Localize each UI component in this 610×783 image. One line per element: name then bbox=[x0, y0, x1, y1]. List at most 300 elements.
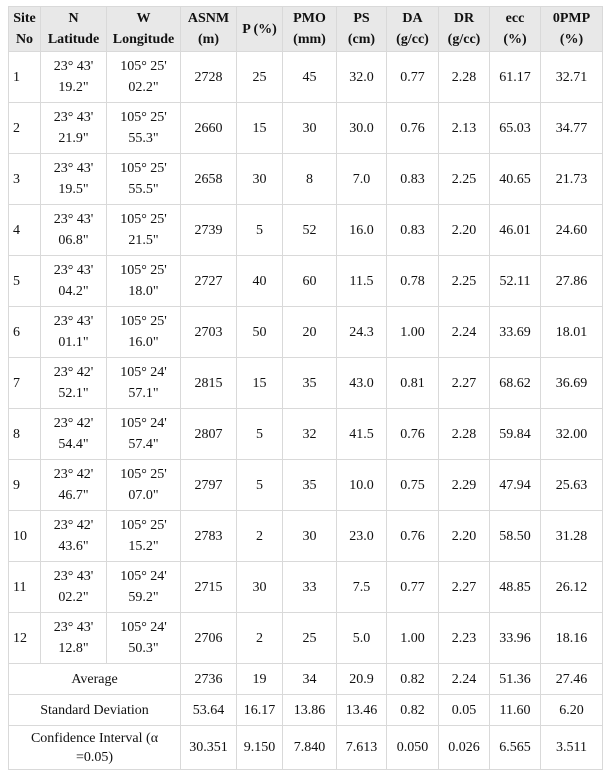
cell-ecc bbox=[490, 613, 541, 664]
cell-text: 33.69 bbox=[499, 324, 531, 340]
cell-text: 52 bbox=[302, 222, 317, 238]
cell-text: 105° 24' bbox=[120, 569, 167, 584]
cell-longitude bbox=[107, 307, 181, 358]
cell-text: 30 bbox=[302, 528, 317, 544]
cell-dr bbox=[439, 205, 490, 256]
cell-p-percent bbox=[237, 256, 283, 307]
cell-text: 2 bbox=[13, 120, 20, 136]
cell-text: 11.60 bbox=[499, 702, 531, 718]
cell-text: 54.4" bbox=[58, 437, 89, 452]
cell-opmp bbox=[541, 52, 603, 103]
cell-text: 5 bbox=[13, 273, 20, 289]
cell-ps bbox=[337, 613, 387, 664]
summary-row bbox=[9, 695, 603, 726]
cell-dr bbox=[439, 613, 490, 664]
cell-ps bbox=[337, 460, 387, 511]
cell-da bbox=[387, 613, 439, 664]
cell-text: 23° 43' bbox=[53, 569, 94, 584]
header-text: No bbox=[15, 32, 34, 47]
cell-text: 55.5" bbox=[128, 182, 159, 197]
cell-da bbox=[387, 256, 439, 307]
cell-opmp bbox=[541, 103, 603, 154]
cell-pmo bbox=[283, 205, 337, 256]
cell-text: 2.24 bbox=[451, 671, 477, 687]
cell-text: 5 bbox=[256, 426, 263, 442]
cell-text: 105° 25' bbox=[120, 314, 167, 329]
cell-asnm bbox=[181, 154, 237, 205]
cell-text: 59.84 bbox=[499, 426, 531, 442]
header-text: DA bbox=[402, 11, 423, 26]
cell-da bbox=[387, 307, 439, 358]
header-text: (g/cc) bbox=[447, 32, 481, 47]
cell-site-no bbox=[9, 52, 41, 103]
cell-dr bbox=[439, 256, 490, 307]
cell-text: 8 bbox=[13, 426, 20, 442]
cell-ps bbox=[337, 154, 387, 205]
cell-opmp bbox=[541, 613, 603, 664]
cell-text: 105° 25' bbox=[120, 518, 167, 533]
cell-text: 21.5" bbox=[128, 233, 159, 248]
cell-longitude bbox=[107, 103, 181, 154]
header-n-latitude bbox=[41, 7, 107, 52]
cell-pmo bbox=[283, 613, 337, 664]
cell-ecc bbox=[490, 205, 541, 256]
cell-opmp bbox=[541, 358, 603, 409]
cell-text: 02.2" bbox=[128, 80, 159, 95]
cell-longitude bbox=[107, 409, 181, 460]
cell-asnm bbox=[181, 256, 237, 307]
cell-text: 35 bbox=[302, 477, 317, 493]
cell-latitude bbox=[41, 52, 107, 103]
cell-text: 15 bbox=[252, 120, 267, 136]
cell-text: 2703 bbox=[194, 324, 223, 340]
cell-asnm bbox=[181, 52, 237, 103]
cell-text: 61.17 bbox=[499, 69, 531, 85]
cell-text: 20 bbox=[302, 324, 317, 340]
cell-text: 18.16 bbox=[555, 630, 588, 646]
cell-p-percent bbox=[237, 562, 283, 613]
header-asnm bbox=[181, 7, 237, 52]
cell-text: 1 bbox=[13, 69, 20, 85]
cell-pmo bbox=[283, 103, 337, 154]
cell-dr bbox=[439, 103, 490, 154]
cell-text: 4 bbox=[13, 222, 20, 238]
table-row bbox=[9, 307, 603, 358]
cell-text: 0.75 bbox=[400, 477, 425, 493]
cell-text: 2715 bbox=[194, 579, 223, 595]
cell-text: 2807 bbox=[194, 426, 223, 442]
header-ecc bbox=[490, 7, 541, 52]
cell-text: 10 bbox=[13, 528, 27, 544]
cell-text: 0.76 bbox=[400, 426, 425, 442]
cell-text: 7 bbox=[13, 375, 20, 391]
cell-latitude bbox=[41, 562, 107, 613]
header-text: 0PMP bbox=[552, 11, 591, 26]
header-text: ecc bbox=[505, 11, 525, 26]
cell-text: 105° 25' bbox=[120, 263, 167, 278]
cell-text: 2728 bbox=[194, 69, 223, 85]
cell-site-no bbox=[9, 409, 41, 460]
cell-text: 02.2" bbox=[58, 590, 89, 605]
cell-text: 16.17 bbox=[243, 702, 276, 718]
cell-longitude bbox=[107, 205, 181, 256]
cell-pmo bbox=[283, 52, 337, 103]
cell-text: 2736 bbox=[194, 671, 223, 687]
cell-text: 2.28 bbox=[451, 426, 477, 442]
cell-dr bbox=[439, 154, 490, 205]
cell-text: 25 bbox=[302, 630, 317, 646]
cell-da bbox=[387, 562, 439, 613]
cell-ecc bbox=[490, 256, 541, 307]
cell-text: 0.82 bbox=[400, 702, 425, 718]
table-row bbox=[9, 52, 603, 103]
cell-text: 26.12 bbox=[555, 579, 588, 595]
cell-text: 01.1" bbox=[58, 335, 89, 350]
cell-summary-label bbox=[9, 695, 181, 726]
cell-dr bbox=[439, 664, 490, 695]
cell-text: 32.71 bbox=[555, 69, 588, 85]
cell-p-percent bbox=[237, 726, 283, 770]
cell-p-percent bbox=[237, 664, 283, 695]
cell-text: 43.0 bbox=[349, 375, 374, 391]
cell-text: 105° 25' bbox=[120, 110, 167, 125]
cell-text: 7.0 bbox=[352, 171, 371, 187]
cell-opmp bbox=[541, 409, 603, 460]
cell-text: 105° 24' bbox=[120, 620, 167, 635]
cell-site-no bbox=[9, 154, 41, 205]
cell-text: 1.00 bbox=[400, 630, 425, 646]
cell-text: 20.9 bbox=[349, 671, 374, 687]
table-row bbox=[9, 358, 603, 409]
cell-text: 2 bbox=[256, 528, 263, 544]
cell-longitude bbox=[107, 256, 181, 307]
cell-pmo bbox=[283, 460, 337, 511]
cell-text: 6.565 bbox=[499, 740, 531, 755]
cell-asnm bbox=[181, 460, 237, 511]
header-text: (%) bbox=[503, 32, 527, 47]
cell-da bbox=[387, 154, 439, 205]
cell-text: 2.27 bbox=[451, 375, 477, 391]
cell-text: 30 bbox=[252, 579, 267, 595]
cell-text: 0.77 bbox=[400, 69, 425, 85]
cell-dr bbox=[439, 358, 490, 409]
cell-text: 2783 bbox=[194, 528, 223, 544]
cell-ecc bbox=[490, 409, 541, 460]
cell-text: 33.96 bbox=[499, 630, 531, 646]
cell-pmo bbox=[283, 726, 337, 770]
cell-ecc bbox=[490, 358, 541, 409]
cell-text: 2.25 bbox=[451, 171, 477, 187]
cell-text: 52.11 bbox=[499, 273, 531, 289]
cell-summary-label bbox=[9, 726, 181, 770]
cell-dr bbox=[439, 726, 490, 770]
cell-text: 35 bbox=[302, 375, 317, 391]
cell-text: 12.8" bbox=[58, 641, 89, 656]
cell-text: 2.27 bbox=[451, 579, 477, 595]
cell-da bbox=[387, 409, 439, 460]
cell-ps bbox=[337, 511, 387, 562]
cell-da bbox=[387, 695, 439, 726]
cell-text: 55.3" bbox=[128, 131, 159, 146]
cell-opmp bbox=[541, 460, 603, 511]
cell-text: 30.351 bbox=[189, 740, 228, 755]
table-row bbox=[9, 409, 603, 460]
soil-data-table bbox=[8, 6, 603, 770]
cell-text: 105° 25' bbox=[120, 161, 167, 176]
cell-text: 7.5 bbox=[352, 579, 371, 595]
cell-text: 13.46 bbox=[345, 702, 378, 718]
table-row bbox=[9, 613, 603, 664]
cell-text: 105° 24' bbox=[120, 416, 167, 431]
cell-text: 52.1" bbox=[58, 386, 89, 401]
cell-text: 23° 43' bbox=[53, 212, 94, 227]
cell-longitude bbox=[107, 52, 181, 103]
cell-opmp bbox=[541, 511, 603, 562]
cell-text: 2.29 bbox=[451, 477, 477, 493]
cell-pmo bbox=[283, 562, 337, 613]
cell-text: 2658 bbox=[194, 171, 223, 187]
cell-text: 3.511 bbox=[556, 740, 587, 755]
cell-ecc bbox=[490, 695, 541, 726]
cell-ecc bbox=[490, 52, 541, 103]
cell-longitude bbox=[107, 154, 181, 205]
cell-da bbox=[387, 460, 439, 511]
header-text: (%) bbox=[559, 32, 584, 47]
cell-text: 58.50 bbox=[499, 528, 531, 544]
cell-dr bbox=[439, 460, 490, 511]
cell-text: 23° 42' bbox=[53, 518, 94, 533]
cell-text: 57.1" bbox=[128, 386, 159, 401]
cell-dr bbox=[439, 511, 490, 562]
cell-pmo bbox=[283, 664, 337, 695]
cell-text: 23° 42' bbox=[53, 467, 94, 482]
cell-text: 0.77 bbox=[400, 579, 425, 595]
cell-text: 48.85 bbox=[499, 579, 531, 595]
cell-text: 12 bbox=[13, 630, 27, 646]
cell-text: 40 bbox=[252, 273, 267, 289]
cell-text: 41.5 bbox=[349, 426, 374, 442]
cell-text: 18.01 bbox=[555, 324, 588, 340]
cell-opmp bbox=[541, 726, 603, 770]
header-text: Site bbox=[13, 11, 36, 26]
cell-asnm bbox=[181, 511, 237, 562]
cell-ps bbox=[337, 695, 387, 726]
cell-text: 47.94 bbox=[499, 477, 531, 493]
cell-longitude bbox=[107, 511, 181, 562]
cell-ecc bbox=[490, 103, 541, 154]
cell-text: 16.0 bbox=[349, 222, 374, 238]
cell-p-percent bbox=[237, 154, 283, 205]
cell-text: 0.83 bbox=[400, 222, 425, 238]
cell-text: 50 bbox=[252, 324, 267, 340]
cell-opmp bbox=[541, 154, 603, 205]
cell-text: 2797 bbox=[194, 477, 223, 493]
cell-text: 24.60 bbox=[555, 222, 588, 238]
cell-asnm bbox=[181, 695, 237, 726]
header-pmo bbox=[283, 7, 337, 52]
cell-text: 23° 43' bbox=[53, 161, 94, 176]
cell-ecc bbox=[490, 460, 541, 511]
cell-text: 2.13 bbox=[451, 120, 477, 136]
cell-text: 60 bbox=[302, 273, 317, 289]
cell-asnm bbox=[181, 409, 237, 460]
cell-text: 9.150 bbox=[243, 740, 276, 755]
cell-da bbox=[387, 205, 439, 256]
cell-pmo bbox=[283, 154, 337, 205]
table-body bbox=[9, 52, 603, 770]
cell-text: 23° 43' bbox=[53, 59, 94, 74]
cell-text: 105° 25' bbox=[120, 212, 167, 227]
cell-asnm bbox=[181, 664, 237, 695]
cell-ps bbox=[337, 205, 387, 256]
cell-site-no bbox=[9, 511, 41, 562]
cell-pmo bbox=[283, 511, 337, 562]
cell-text: 43.6" bbox=[58, 539, 89, 554]
table-row bbox=[9, 154, 603, 205]
cell-text: 19 bbox=[252, 671, 267, 687]
cell-text: 11 bbox=[13, 579, 27, 595]
cell-text: 19.5" bbox=[58, 182, 89, 197]
cell-text: 25.63 bbox=[555, 477, 588, 493]
cell-latitude bbox=[41, 613, 107, 664]
cell-asnm bbox=[181, 562, 237, 613]
cell-text: 11.5 bbox=[349, 273, 374, 289]
cell-site-no bbox=[9, 358, 41, 409]
cell-da bbox=[387, 511, 439, 562]
cell-text: 30.0 bbox=[349, 120, 374, 136]
cell-text: 40.65 bbox=[499, 171, 531, 187]
header-text: N bbox=[68, 11, 79, 26]
cell-latitude bbox=[41, 154, 107, 205]
cell-pmo bbox=[283, 409, 337, 460]
header-text: W bbox=[136, 11, 151, 26]
cell-text: 32.0 bbox=[349, 69, 374, 85]
cell-text: 9 bbox=[13, 477, 20, 493]
header-text: (m) bbox=[198, 32, 219, 47]
header-text: (g/cc) bbox=[396, 32, 429, 47]
cell-ecc bbox=[490, 664, 541, 695]
cell-text: 46.7" bbox=[58, 488, 89, 503]
header-text: Latitude bbox=[47, 32, 100, 47]
cell-text: 2 bbox=[256, 630, 263, 646]
header-da bbox=[387, 7, 439, 52]
cell-ps bbox=[337, 664, 387, 695]
header-ps bbox=[337, 7, 387, 52]
cell-ps bbox=[337, 307, 387, 358]
cell-text: 5 bbox=[256, 477, 263, 493]
cell-text: 0.026 bbox=[448, 740, 480, 755]
cell-ecc bbox=[490, 307, 541, 358]
cell-latitude bbox=[41, 409, 107, 460]
cell-text: 2.24 bbox=[451, 324, 477, 340]
cell-text: 5.0 bbox=[352, 630, 371, 646]
cell-text: 2815 bbox=[194, 375, 223, 391]
cell-dr bbox=[439, 409, 490, 460]
cell-ps bbox=[337, 562, 387, 613]
cell-text: 45 bbox=[302, 69, 317, 85]
cell-text: Confidence Interval (α =0.05) bbox=[30, 730, 159, 765]
cell-text: 0.78 bbox=[400, 273, 425, 289]
cell-p-percent bbox=[237, 52, 283, 103]
cell-asnm bbox=[181, 103, 237, 154]
cell-da bbox=[387, 103, 439, 154]
cell-text: 21.73 bbox=[555, 171, 588, 187]
table-header bbox=[9, 7, 603, 52]
cell-text: 0.82 bbox=[400, 671, 425, 687]
cell-ps bbox=[337, 103, 387, 154]
cell-text: 105° 24' bbox=[120, 365, 167, 380]
cell-asnm bbox=[181, 307, 237, 358]
cell-da bbox=[387, 726, 439, 770]
table-row bbox=[9, 562, 603, 613]
cell-text: 15 bbox=[252, 375, 267, 391]
cell-opmp bbox=[541, 256, 603, 307]
cell-text: 30 bbox=[252, 171, 267, 187]
cell-text: 2.25 bbox=[451, 273, 477, 289]
cell-p-percent bbox=[237, 695, 283, 726]
table-row bbox=[9, 256, 603, 307]
cell-text: 06.8" bbox=[58, 233, 89, 248]
cell-dr bbox=[439, 307, 490, 358]
cell-text: 13.86 bbox=[293, 702, 326, 718]
cell-summary-label bbox=[9, 664, 181, 695]
table-row bbox=[9, 103, 603, 154]
cell-text: 7.840 bbox=[293, 740, 326, 755]
cell-text: 18.0" bbox=[128, 284, 159, 299]
cell-ps bbox=[337, 52, 387, 103]
cell-pmo bbox=[283, 358, 337, 409]
cell-text: 27.46 bbox=[555, 671, 588, 687]
cell-latitude bbox=[41, 358, 107, 409]
cell-latitude bbox=[41, 460, 107, 511]
cell-asnm bbox=[181, 205, 237, 256]
cell-p-percent bbox=[237, 613, 283, 664]
cell-latitude bbox=[41, 307, 107, 358]
cell-site-no bbox=[9, 103, 41, 154]
cell-text: 24.3 bbox=[349, 324, 374, 340]
cell-text: 23° 43' bbox=[53, 263, 94, 278]
cell-text: 6.20 bbox=[559, 702, 584, 718]
cell-asnm bbox=[181, 726, 237, 770]
cell-text: 1.00 bbox=[400, 324, 425, 340]
cell-text: 0.76 bbox=[400, 120, 425, 136]
header-text: Longitude bbox=[112, 32, 175, 47]
cell-pmo bbox=[283, 307, 337, 358]
cell-p-percent bbox=[237, 358, 283, 409]
cell-text: 105° 25' bbox=[120, 467, 167, 482]
cell-p-percent bbox=[237, 103, 283, 154]
cell-text: 3 bbox=[13, 171, 20, 187]
cell-text: 23.0 bbox=[349, 528, 374, 544]
cell-text: 2.20 bbox=[451, 222, 477, 238]
cell-text: 25 bbox=[252, 69, 267, 85]
header-row bbox=[9, 7, 603, 52]
cell-text: Standard Deviation bbox=[40, 702, 149, 718]
cell-text: 0.83 bbox=[400, 171, 425, 187]
cell-text: 16.0" bbox=[128, 335, 159, 350]
cell-text: 23° 43' bbox=[53, 110, 94, 125]
header-p-percent bbox=[237, 7, 283, 52]
cell-p-percent bbox=[237, 205, 283, 256]
cell-text: 21.9" bbox=[58, 131, 89, 146]
cell-ecc bbox=[490, 511, 541, 562]
cell-text: 8 bbox=[306, 171, 313, 187]
header-text: PS bbox=[353, 11, 370, 26]
cell-text: 105° 25' bbox=[120, 59, 167, 74]
table-row bbox=[9, 460, 603, 511]
cell-longitude bbox=[107, 358, 181, 409]
cell-text: 57.4" bbox=[128, 437, 159, 452]
